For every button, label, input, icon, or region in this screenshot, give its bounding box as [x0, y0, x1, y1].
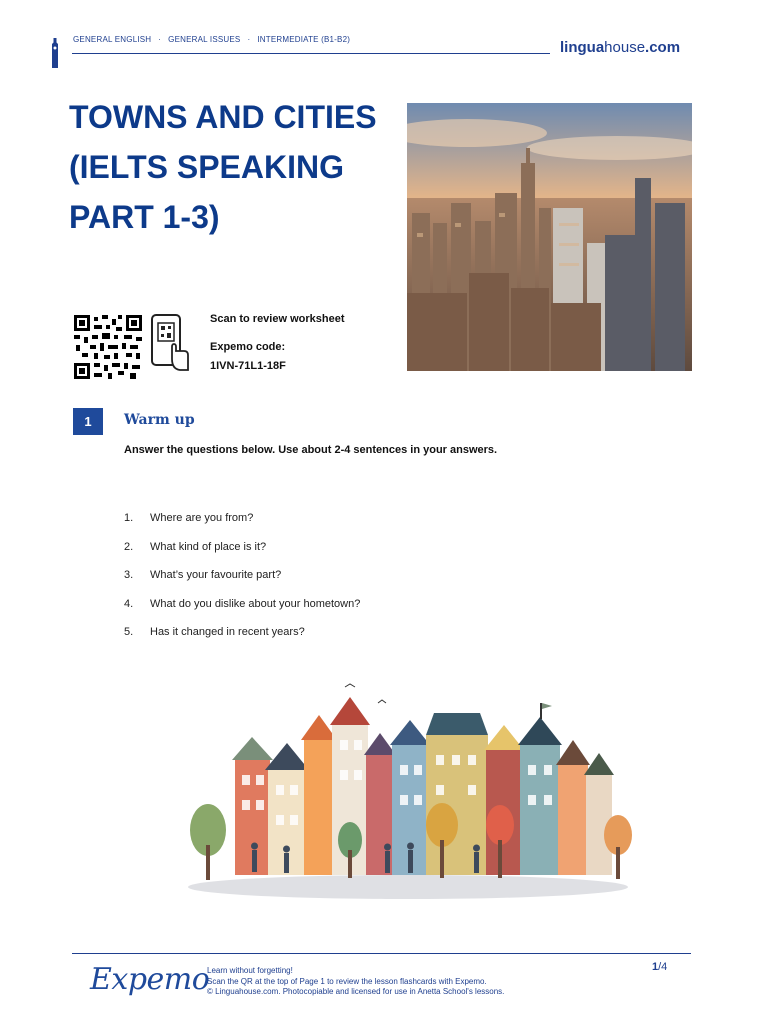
logo-part: lingua — [560, 39, 605, 56]
list-item — [124, 598, 360, 627]
phone-scan-icon — [150, 313, 190, 373]
question-list — [124, 512, 360, 655]
question-text: Where are you from? — [150, 512, 254, 524]
linguahouse-logo[interactable] — [560, 39, 680, 56]
expemo-code-value: 1IVN-71L1-18F — [210, 360, 286, 372]
page-number — [652, 961, 667, 973]
footer-divider — [72, 953, 691, 954]
page-total: /4 — [658, 961, 668, 973]
page-current: 1 — [652, 961, 659, 973]
question-text: What’s your favourite part? — [150, 569, 282, 581]
question-number: 1. — [124, 512, 134, 524]
breadcrumb-item[interactable]: INTERMEDIATE (B1-B2) — [257, 35, 351, 44]
question-number: 4. — [124, 597, 134, 610]
question-text: What do you dislike about your hometown? — [150, 597, 361, 610]
footer-line: Scan the QR at the top of Page 1 to review the lesson flashcards with Expemo. — [207, 976, 487, 986]
list-item — [124, 541, 360, 570]
question-text: What kind of place is it? — [150, 540, 267, 553]
breadcrumb-separator: · — [158, 35, 162, 44]
question-number: 3. — [124, 569, 134, 581]
footer-line: © Linguahouse.com. Photocopiable and licensed for use in Anetta School's lessons. — [207, 987, 505, 996]
big-ben-icon — [50, 38, 60, 68]
list-item — [124, 512, 360, 541]
list-item — [124, 569, 360, 598]
breadcrumb — [73, 35, 350, 44]
town-illustration — [180, 675, 635, 920]
section-instruction: Answer the questions below. Use about 2-4 sentences in your answers. — [124, 444, 498, 456]
list-item — [124, 626, 360, 655]
footer-line: Learn without forgetting! — [207, 966, 293, 975]
page-title: TOWNS AND CITIES (IELTS SPEAKING PART 1-3) — [69, 99, 377, 235]
question-text: Has it changed in recent years? — [150, 626, 305, 638]
qr-code-icon[interactable] — [74, 315, 142, 379]
section-title: Warm up — [124, 412, 195, 428]
section-number-badge: 1 — [73, 408, 103, 435]
question-number: 2. — [124, 540, 134, 553]
breadcrumb-separator: · — [247, 35, 251, 44]
footer-text — [207, 966, 504, 998]
logo-part: house — [604, 39, 646, 56]
header-divider — [72, 53, 550, 54]
expemo-code-label: Expemo code: — [210, 341, 286, 353]
question-number: 5. — [124, 626, 134, 638]
city-skyline-photo — [407, 103, 692, 371]
breadcrumb-item[interactable]: GENERAL ENGLISH — [73, 35, 152, 44]
logo-part: .com — [645, 39, 681, 56]
breadcrumb-item[interactable]: GENERAL ISSUES — [168, 35, 241, 44]
scan-label: Scan to review worksheet — [210, 313, 345, 325]
expemo-logo[interactable]: Expemo — [90, 962, 210, 997]
